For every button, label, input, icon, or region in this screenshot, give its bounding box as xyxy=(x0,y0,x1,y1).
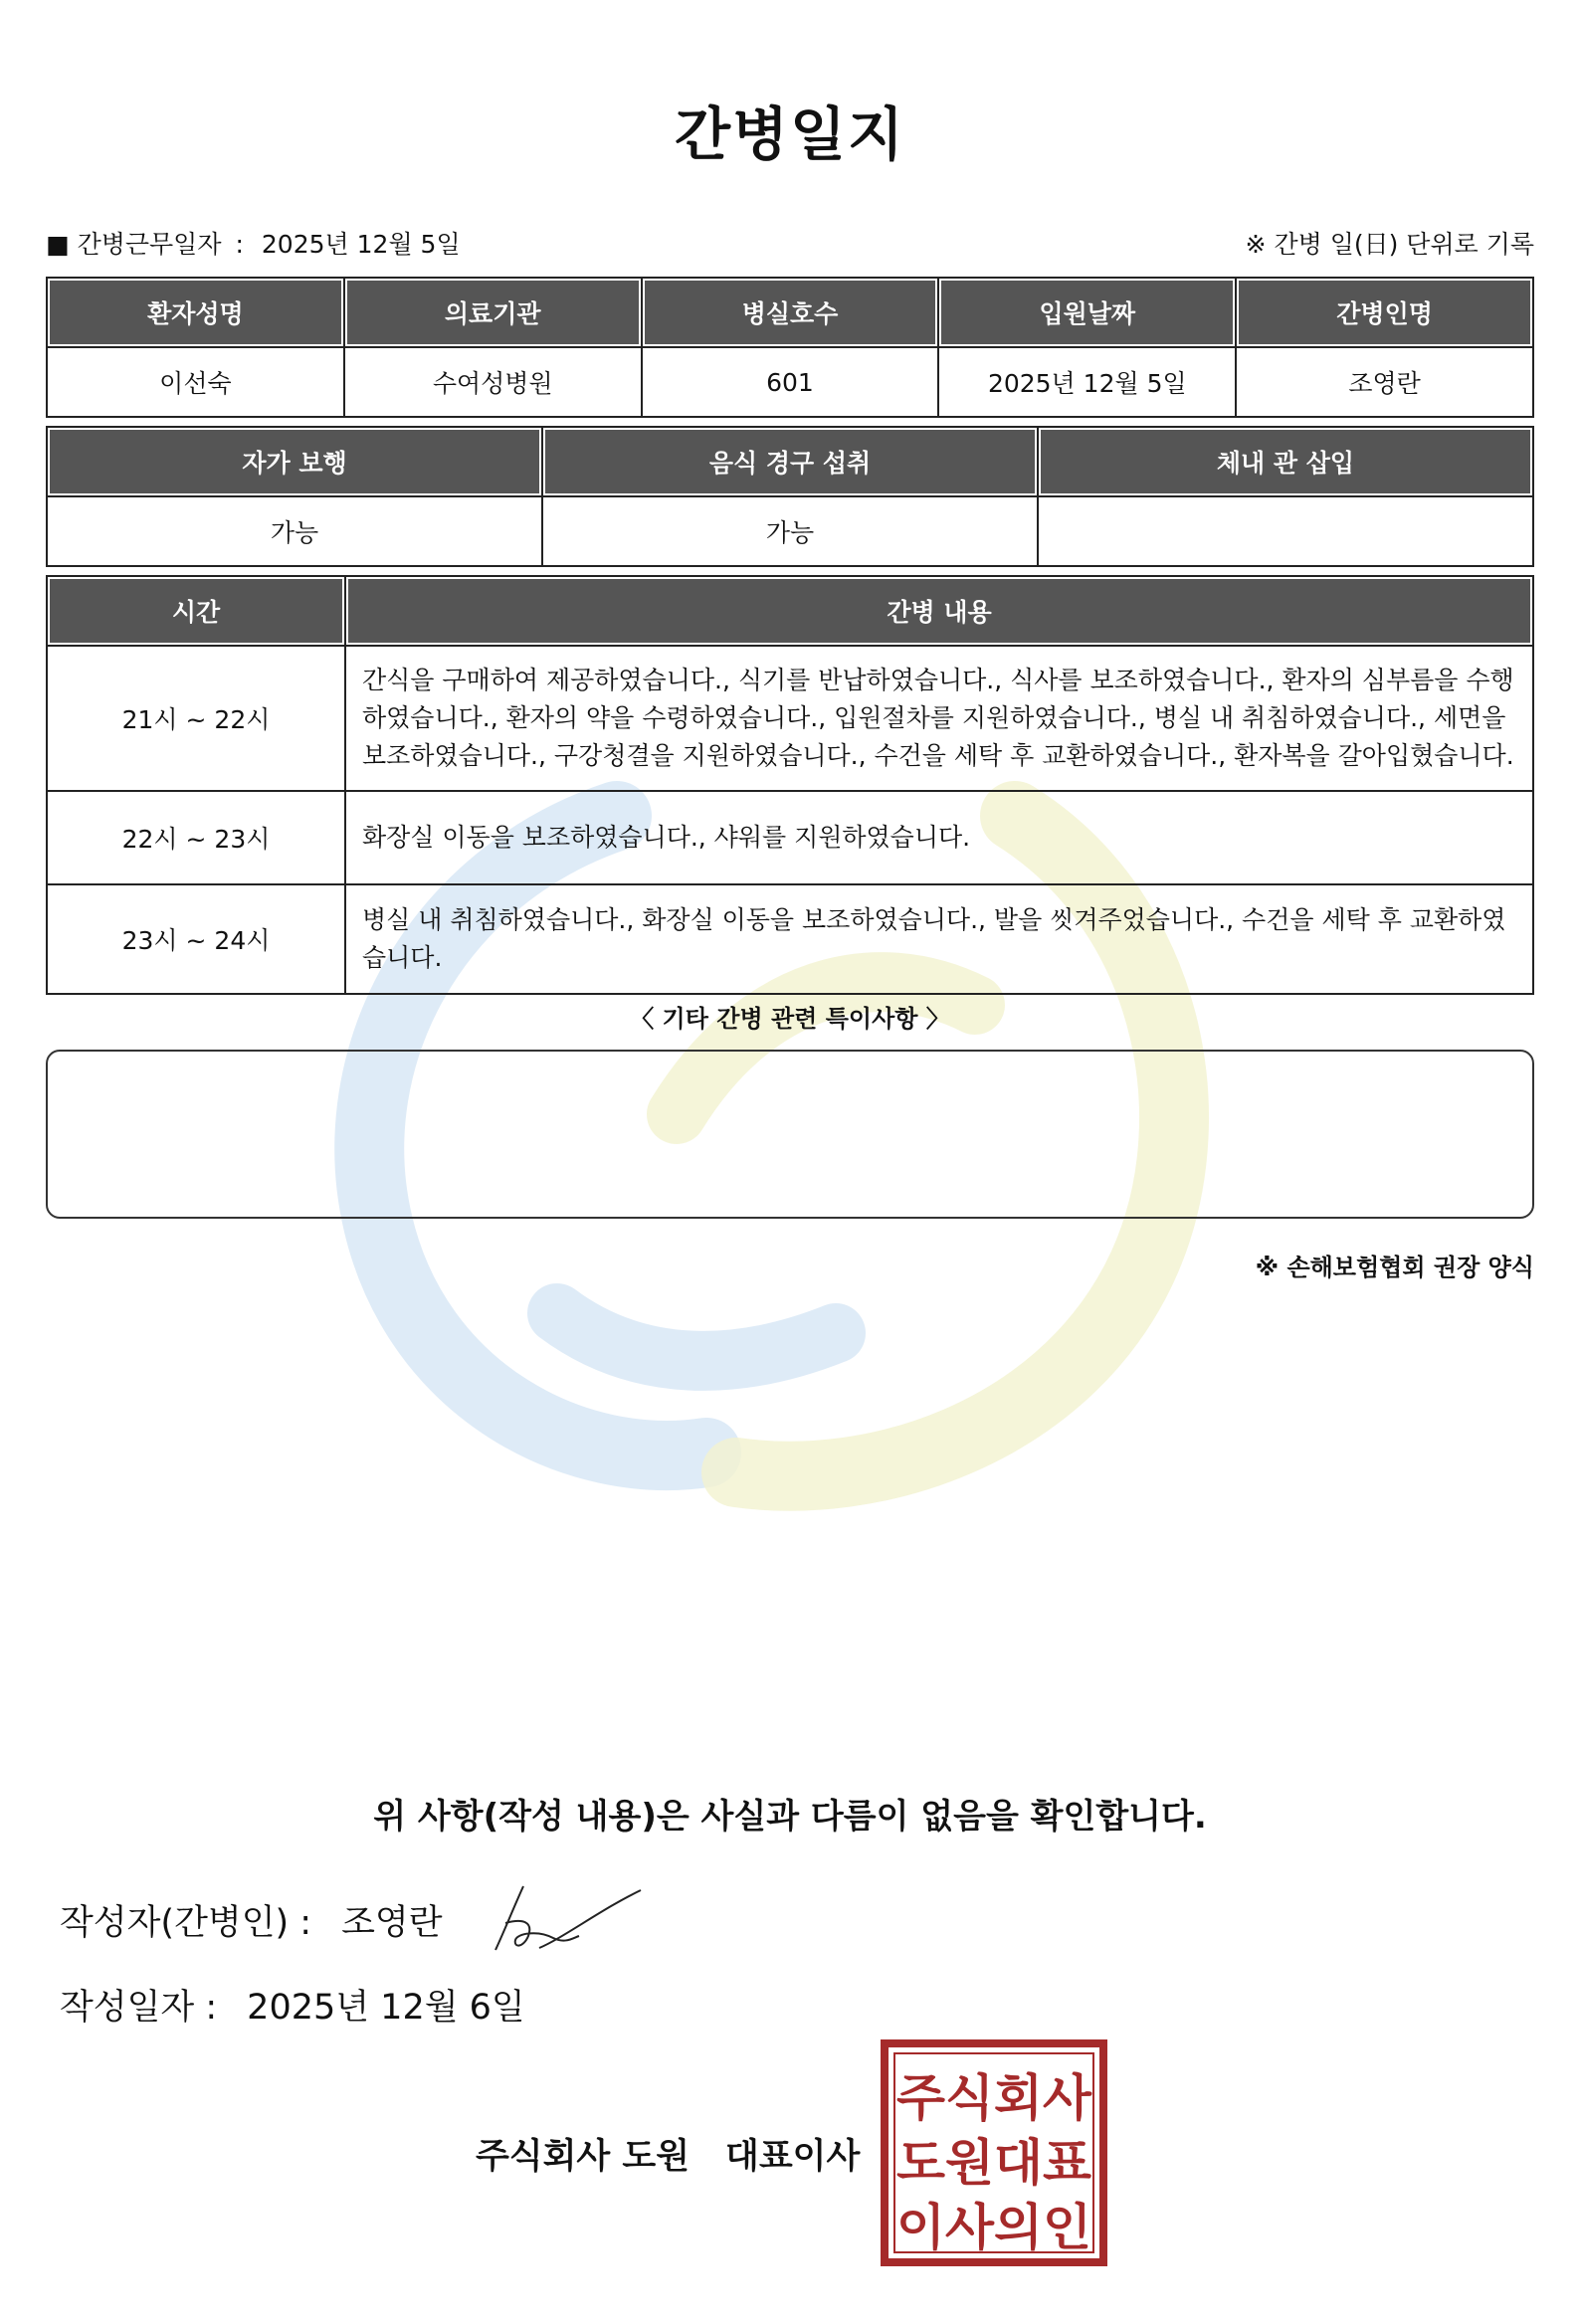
company-seal-stamp xyxy=(881,2039,1107,2266)
caregiver-name: 조영란 xyxy=(1236,347,1533,417)
written-date-row xyxy=(60,1980,525,2030)
confirmation-statement: 위 사항(작성 내용)은 사실과 다름이 없음을 확인합니다. xyxy=(373,1797,1207,1837)
writer-row xyxy=(60,1895,443,1945)
care-log-table xyxy=(46,575,1534,995)
record-unit-note: ※ 간병 일(日) 단위로 기록 xyxy=(1245,230,1534,259)
remarks-title: 〈 기타 간병 관련 특이사항 〉 xyxy=(630,1005,950,1033)
header-patient-name: 환자성명 xyxy=(47,278,344,347)
room-number: 601 xyxy=(642,347,939,417)
writer-label: 작성자(간병인) : xyxy=(60,1903,312,1943)
time-cell: 22시 ~ 23시 xyxy=(47,791,345,884)
work-date-separator: : xyxy=(235,230,244,259)
care-content-cell: 간식을 구매하여 제공하였습니다., 식기를 반납하였습니다., 식사를 보조하였습니다., 환자의 심부름을 수행하였습니다., 환자의 약을 수령하였습니다., 입원절차를 지원하였습니다., 병실 내 취침하였습니다., 세면을 보조하였습니다., 구강청결을 지원하였습니다., 수건을 세탁 후 교환하였습니다., 환자복을 갈아입혔습니다. xyxy=(345,646,1533,791)
hospital-name: 수여성병원 xyxy=(344,347,642,417)
table-row xyxy=(47,646,1533,791)
ceo-title: 대표이사 xyxy=(725,2137,861,2177)
header-care-content: 간병 내용 xyxy=(345,576,1533,646)
time-cell: 23시 ~ 24시 xyxy=(47,884,345,994)
self-walking-value: 가능 xyxy=(47,496,542,566)
header-tube-insertion: 체내 관 삽입 xyxy=(1038,427,1533,496)
care-content-cell: 병실 내 취침하였습니다., 화장실 이동을 보조하였습니다., 발을 씻겨주었습니다., 수건을 세탁 후 교환하였습니다. xyxy=(345,884,1533,994)
admission-date: 2025년 12월 5일 xyxy=(938,347,1236,417)
svg-text:이사의인: 이사의인 xyxy=(896,2199,1091,2256)
company-signatory xyxy=(476,2129,860,2179)
patient-info-table xyxy=(46,277,1534,418)
work-date-row xyxy=(46,225,1534,259)
page-title: 간병일지 xyxy=(674,100,906,168)
header-self-walking: 자가 보행 xyxy=(47,427,542,496)
written-date-label: 작성일자 : xyxy=(60,1988,218,2028)
time-cell: 21시 ~ 22시 xyxy=(47,646,345,791)
work-date-value: 2025년 12월 5일 xyxy=(261,230,461,259)
patient-status-table xyxy=(46,426,1534,567)
header-admission-date: 입원날짜 xyxy=(938,278,1236,347)
oral-intake-value: 가능 xyxy=(542,496,1038,566)
tube-insertion-value xyxy=(1038,496,1533,566)
patient-name: 이선숙 xyxy=(47,347,344,417)
header-hospital: 의료기관 xyxy=(344,278,642,347)
header-oral-intake: 음식 경구 섭취 xyxy=(542,427,1038,496)
signature xyxy=(484,1878,643,1958)
work-date-label: ■ 간병근무일자 xyxy=(46,230,222,259)
care-content-cell: 화장실 이동을 보조하였습니다., 샤워를 지원하였습니다. xyxy=(345,791,1533,884)
written-date-value: 2025년 12월 6일 xyxy=(247,1988,525,2028)
svg-text:도원대표: 도원대표 xyxy=(896,2134,1092,2192)
company-name: 주식회사 도원 xyxy=(476,2137,691,2177)
header-time: 시간 xyxy=(47,576,345,646)
table-row xyxy=(47,884,1533,994)
remarks-box xyxy=(46,1050,1534,1219)
header-caregiver-name: 간병인명 xyxy=(1236,278,1533,347)
form-recommendation-note: ※ 손해보험협회 권장 양식 xyxy=(1255,1254,1534,1281)
header-room-number: 병실호수 xyxy=(642,278,939,347)
writer-name: 조영란 xyxy=(341,1903,443,1943)
table-row xyxy=(47,791,1533,884)
svg-text:주식회사: 주식회사 xyxy=(896,2069,1092,2127)
